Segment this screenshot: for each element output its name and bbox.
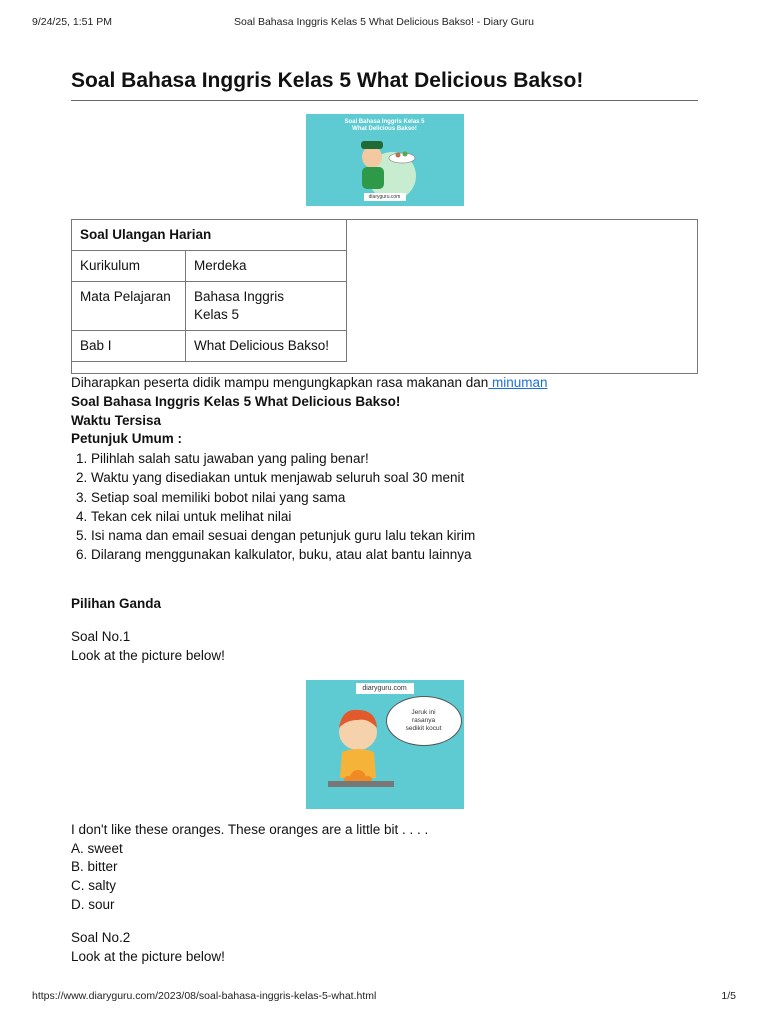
hero-image-container [71, 114, 698, 206]
info-table-header: Soal Ulangan Harian [72, 220, 347, 251]
print-datetime: 9/24/25, 1:51 PM [32, 16, 112, 28]
multiple-choice-heading: Pilihan Ganda [71, 596, 162, 612]
list-item: 6. Dilarang menggunakan kalkulator, buku, atau alat bantu lainnya [91, 545, 698, 564]
hero-image [306, 114, 464, 206]
question-1-image [306, 680, 464, 809]
article-content [71, 66, 698, 966]
list-item: 5. Isi nama dan email sesuai dengan petunjuk guru lalu tekan kirim [91, 526, 698, 545]
list-item: 3. Setiap soal memiliki bobot nilai yang sama [91, 488, 698, 507]
table-cell-label: Mata Pelajaran [72, 282, 186, 331]
table-surface [328, 781, 394, 787]
list-item: 4. Tekan cek nilai untuk melihat nilai [91, 507, 698, 526]
article-title: Soal Bahasa Inggris Kelas 5 What Delicious Bakso! [71, 69, 584, 92]
list-item: 2. Waktu yang disediakan untuk menjawab seluruh soal 30 menit [91, 468, 698, 487]
table-cell-value: Bahasa Inggris Kelas 5 [186, 282, 347, 331]
print-footer [32, 990, 736, 1004]
hero-site-badge: diaryguru.com [364, 193, 406, 201]
question-1-image-container [71, 680, 698, 809]
print-header [32, 16, 736, 30]
timer-label: Waktu Tersisa [71, 412, 162, 428]
info-table [71, 219, 347, 362]
hero-image-caption: Soal Bahasa Inggris Kelas 5 What Delicious Bakso! [344, 119, 425, 132]
instructions-list [71, 449, 698, 564]
question-1-prompt: Look at the picture below! [71, 648, 225, 663]
list-item: 1. Pilihlah salah satu jawaban yang paling benar! [91, 449, 698, 468]
title-divider [71, 100, 698, 101]
answer-option-c: C. salty [71, 878, 117, 894]
table-row [72, 331, 347, 362]
question-1-text: I don't like these oranges. These oranges are a little bit . . . . [71, 821, 429, 837]
boy-eating-orange-icon [306, 680, 464, 809]
table-cell-label: Bab I [72, 331, 186, 362]
info-table-frame [71, 219, 698, 374]
answer-option-b: B. bitter [71, 859, 118, 875]
question-2-number: Soal No.2 [71, 929, 131, 945]
question-2-prompt: Look at the picture below! [71, 948, 225, 964]
table-cell-value: What Delicious Bakso! [186, 331, 347, 362]
question-1-number: Soal No.1 [71, 629, 131, 645]
print-page-title: Soal Bahasa Inggris Kelas 5 What Delicious Bakso! - Diary Guru [234, 16, 534, 28]
instructions-heading: Petunjuk Umum : [71, 431, 183, 447]
answer-option-a: A. sweet [71, 840, 123, 856]
page-number: 1/5 [721, 990, 736, 1002]
speech-bubble: Jeruk ini rasanya sedikit kocut [386, 696, 462, 746]
question-image-site-badge: diaryguru.com [356, 683, 414, 694]
section-title: Soal Bahasa Inggris Kelas 5 What Delicious Bakso! [71, 393, 401, 409]
minuman-link[interactable]: minuman [488, 375, 548, 390]
table-row [72, 282, 347, 331]
intro-paragraph: Diharapkan peserta didik mampu mengungkapkan rasa makanan dan minuman [71, 375, 548, 390]
table-cell-value: Merdeka [186, 251, 347, 282]
answer-option-d: D. sour [71, 896, 115, 912]
table-cell-label: Kurikulum [72, 251, 186, 282]
table-row [72, 251, 347, 282]
print-url: https://www.diaryguru.com/2023/08/soal-bahasa-inggris-kelas-5-what.html [32, 990, 377, 1002]
